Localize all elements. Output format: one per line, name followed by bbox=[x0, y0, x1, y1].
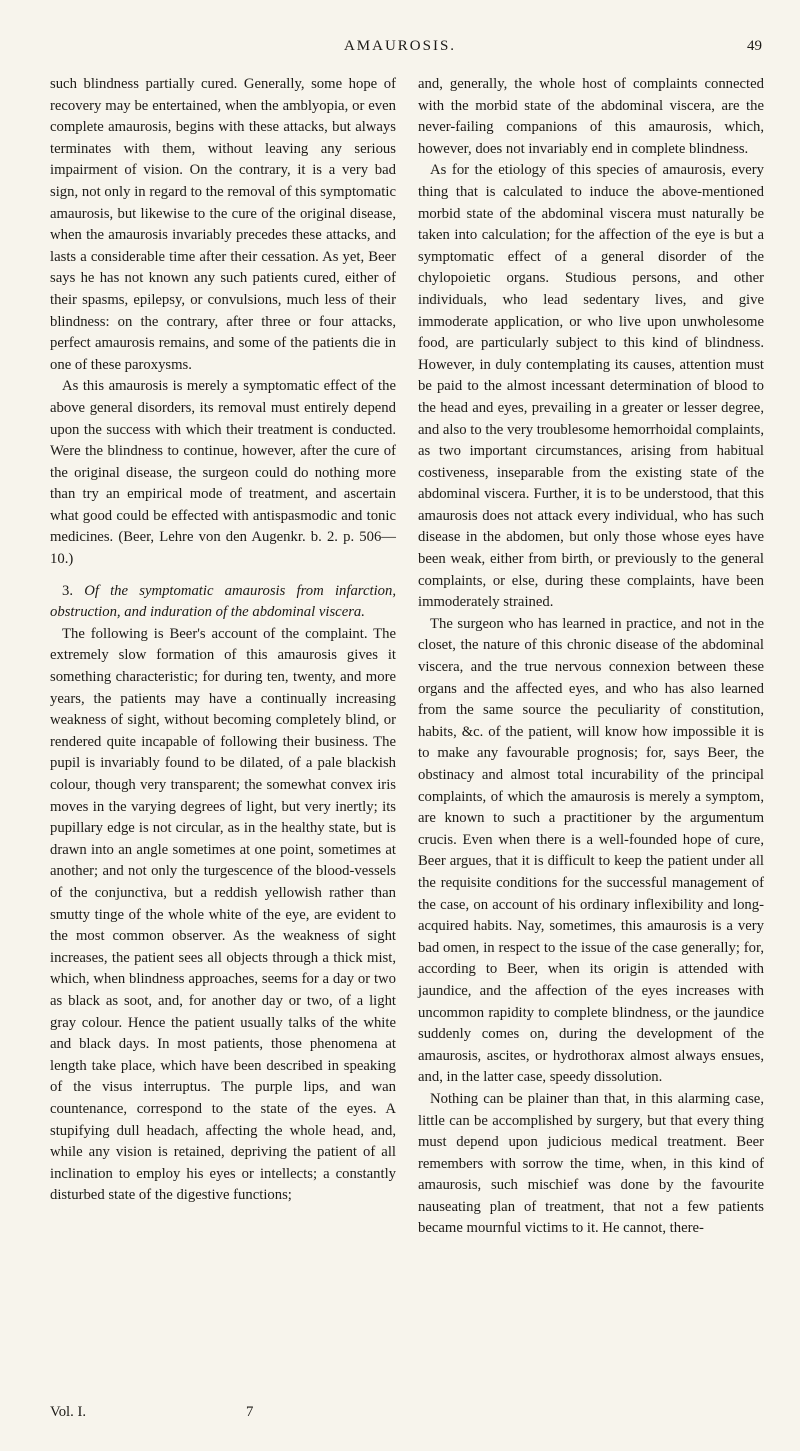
section-heading bbox=[50, 581, 396, 624]
paragraph: As for the etiology of this species of amaurosis, every thing that is calculated to induce the above-mentioned morbid state of the abdominal viscera must naturally be taken into calculation; for the affection of the eye is but a symptomatic effect of a general disorder of the chylopoietic organs. Studious persons, and other individuals, who lead sedentary lives, and give immoderate application, or who live upon unwholesome food, are particularly subject to this kind of blindness. However, in duly contemplating its causes, attention must be paid to the almost incessant determination of blood to the head and eyes, prevailing in a greater or lesser degree, and also to the very troublesome hemorrhoidal complaints, as two important circumstances, arising from habitual costiveness, inseparable from the existing state of the abdominal viscera. Further, it is to be understood, that this amaurosis does not attack every individual, who has such disease in the abdomen, but only those whose eyes have been weak, either from birth, or previously to the general complaints, or else, during these complaints, have been immoderately strained. bbox=[418, 162, 764, 611]
paragraph: such blindness partially cured. Generally, some hope of recovery may be entertained, when the amblyopia, or even complete amaurosis, begins with these attacks, but always terminates with them, without leaving any serious impairment of vision. On the contrary, it is a very bad sign, not only in regard to the removal of this symptomatic amaurosis, but likewise to the cure of the original disease, when the amaurosis invariably precedes these attacks, and lasts a considerable time after their cessation. As yet, Beer says he has not known any such patients cured, either of their spasms, epilepsy, or convulsions, much less of their blindness: on the contrary, after three or four attacks, perfect amaurosis remains, and some of the patients die in one of these paroxysms. bbox=[50, 76, 396, 373]
signature-mark: 7 bbox=[246, 1404, 254, 1420]
section-number: 3. bbox=[62, 582, 74, 599]
footer bbox=[50, 1404, 396, 1426]
page-number: 49 bbox=[747, 38, 762, 54]
left-column bbox=[50, 74, 396, 1207]
paragraph: The following is Beer's account of the complaint. The extremely slow formation of this amaurosis gives it something characteristic; for during ten, twenty, and more years, the patients may have a continually increasing weakness of sight, without becoming completely blind, or rendered quite incapable of following their business. The pupil is invariably found to be dilated, of a pale blackish colour, though very transparent; the somewhat convex iris moves in the varying degrees of light, but very inertly; its pupillary edge is not circular, as in the healthy state, but is drawn into an angle sometimes at one point, sometimes at another; and not only the turgescence of the blood-vessels of the conjunctiva, but a reddish yellowish rather than smutty tinge of the whole white of the eye, are evident to the most common observer. As the weakness of sight increases, the patient sees all objects through a thick mist, which, when blindness approaches, seems for a day or two as black as soot, and, for another day or two, of a light gray colour. Hence the patient usually talks of the white and black days. In most patients, those phenomena at length take place, which have been described in speaking of the visus interruptus. The purple lips, and wan countenance, correspond to the state of the eyes. A stupifying dull headach, affecting the whole head, and, while any vision is retained, depriving the patient of all inclination to employ his eyes or intellects; a constantly disturbed state of the digestive functions; bbox=[50, 625, 396, 1204]
right-column bbox=[418, 74, 764, 1240]
volume-label: Vol. I. bbox=[50, 1404, 87, 1420]
paragraph: As this amaurosis is merely a symptomatic effect of the above general disorders, its removal must entirely depend upon the success with which their treatment is conducted. Were the blindness to continue, however, after the cure of the original disease, the surgeon could do nothing more than try an empirical mode of treatment, and ascertain what good could be effected with antispasmodic and tonic medicines. (Beer, Lehre von den Augenkr. b. 2. p. 506—10.) bbox=[50, 378, 396, 568]
section-heading-text: Of the symptomatic amaurosis from infarction, obstruction, and induration of the abdominal viscera. bbox=[50, 582, 397, 621]
paragraph: Nothing can be plainer than that, in this alarming case, little can be accomplished by surgery, but that every thing must depend upon judicious medical treatment. Beer remembers with sorrow the time, when, in this kind of amaurosis, such mischief was done by the favourite nauseating plan of treatment, that not a few patients became mournful victims to it. He cannot, there- bbox=[418, 1090, 764, 1237]
paragraph: The surgeon who has learned in practice, and not in the closet, the nature of this chronic disease of the abdominal viscera, and the true nervous connexion between these organs and the affected eyes, and who has also learned from the same source the peculiarity of constitution, habits, &c. of the patient, will know how impossible it is to make any favourable prognosis; for, says Beer, the obstinacy and almost total incurability of the principal complaints, of which the amaurosis is merely a symptom, are known to such a practitioner by the argumentum crucis. Even when there is a well-founded hope of cure, Beer argues, that it is difficult to keep the patient under all the requisite conditions for the successful management of the case, on account of his ordinary inflexibility and long-acquired habits. Nay, sometimes, this amaurosis is a very bad omen, in respect to the issue of the case generally; for, according to Beer, when its origin is attended with jaundice, and the affection of the eyes increases with uncommon rapidity to complete blindness, or the jaundice suddenly comes on, during the development of the amaurosis, ascites, or hydrothorax almost always ensues, and, in the latter case, speedy dissolution. bbox=[418, 615, 764, 1086]
running-head bbox=[0, 38, 800, 60]
running-title: AMAUROSIS. bbox=[343, 38, 457, 54]
paragraph: and, generally, the whole host of complaints connected with the morbid state of the abdominal viscera, are the never-failing companions of this amaurosis, which, however, does not invariably end in complete blindness. bbox=[418, 76, 764, 157]
